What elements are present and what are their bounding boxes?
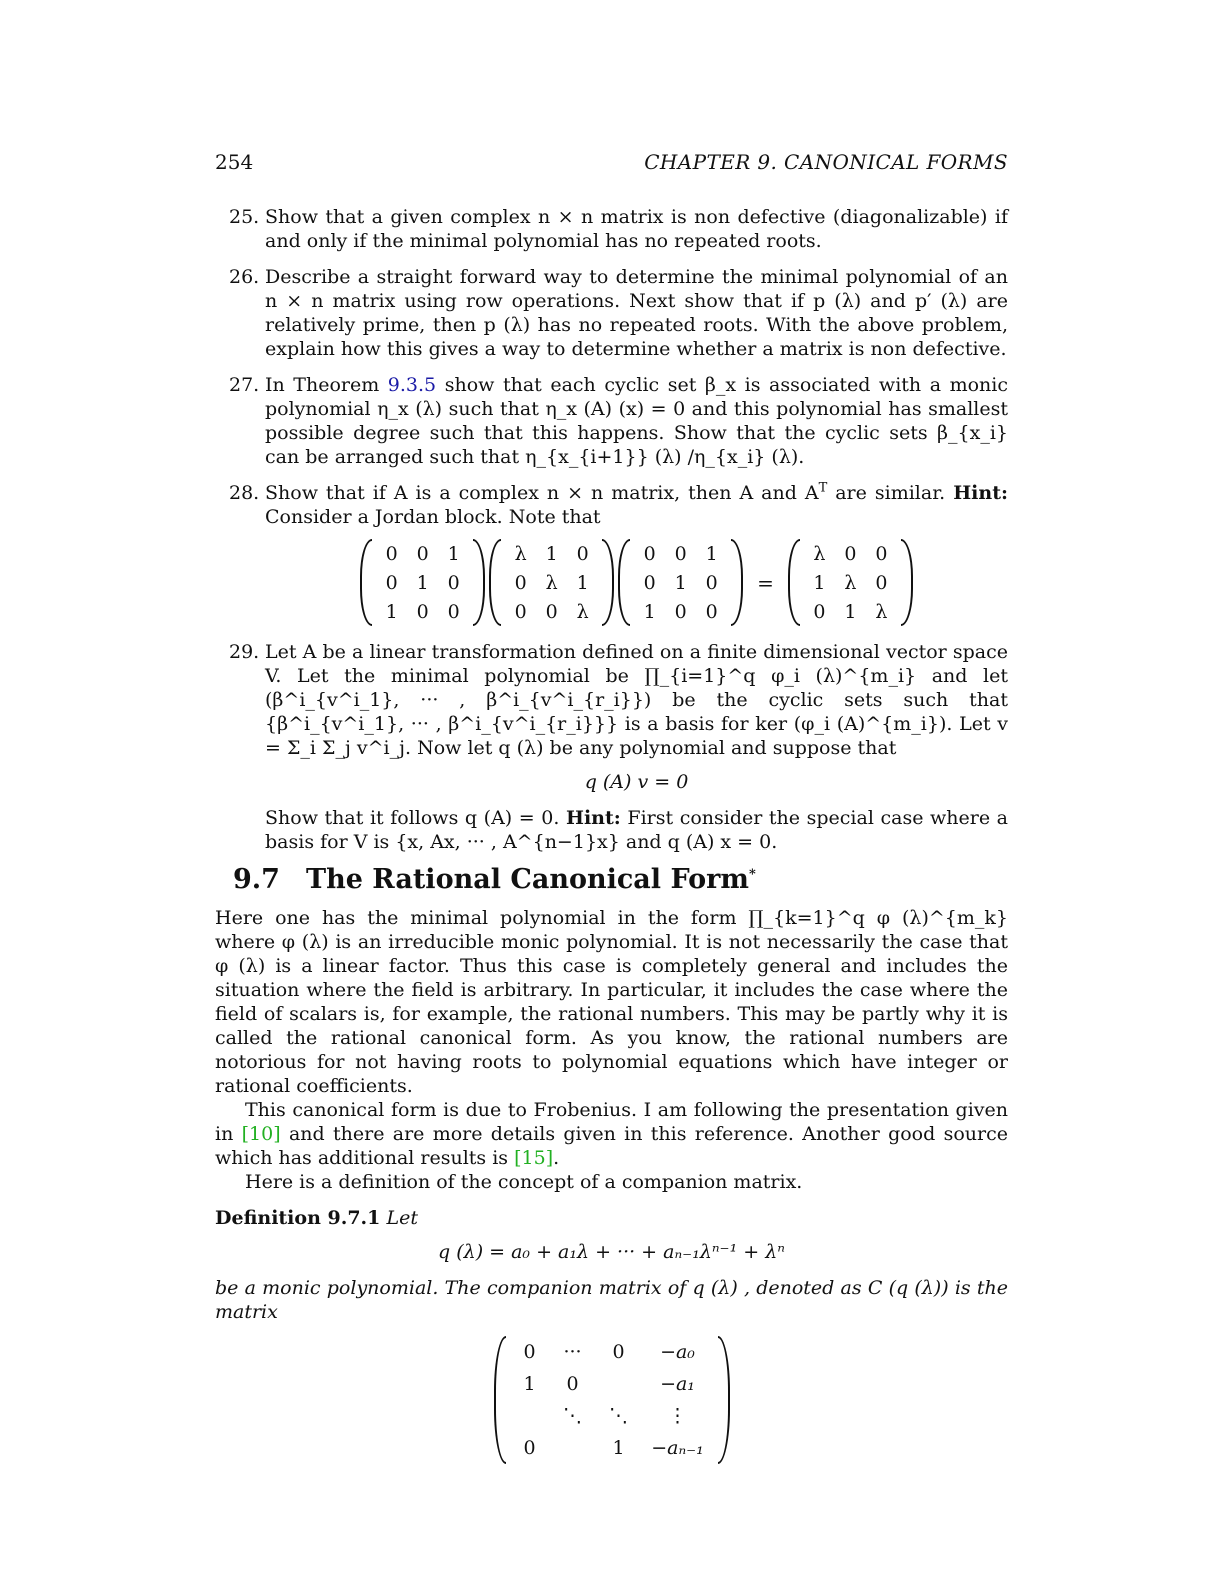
text-fragment: First consider the special case where a basis for V is {x, Ax, ··· , A^{n−1}x} and q (A) x = 0. bbox=[265, 807, 1009, 853]
companion-matrix bbox=[215, 1336, 1008, 1464]
running-header bbox=[215, 150, 1008, 174]
page-body bbox=[215, 205, 1008, 1464]
exercise-number: 28. bbox=[229, 482, 260, 504]
exercise-number: 26. bbox=[229, 266, 260, 288]
companion-grid bbox=[506, 1336, 718, 1464]
exercise-number: 27. bbox=[229, 374, 260, 396]
matrix-cell: λ bbox=[514, 542, 527, 565]
matrix-cell: 1 bbox=[612, 1437, 625, 1459]
definition-label: Definition 9.7.1 bbox=[215, 1207, 381, 1229]
exercise-28 bbox=[215, 481, 1008, 626]
definition-lead-text: Let bbox=[386, 1207, 418, 1229]
text-fragment: Show that it follows q (A) = 0. bbox=[265, 807, 560, 829]
page-number: 254 bbox=[215, 150, 254, 174]
definition-text: be a monic polynomial. The companion matrix of q (λ) , denoted as C (q (λ)) is the matrix bbox=[215, 1277, 1008, 1323]
matrix-2 bbox=[489, 539, 614, 626]
matrix-cell: −a₁ bbox=[660, 1373, 695, 1395]
text-fragment: show that each cyclic set β_x is associated with a monic polynomial η_x (λ) such that η_x (A) (x) = 0 and this polynomial has smallest possible degree such that this happens. Show that the cyclic sets β_{x_i} can be arranged such that η_{x_{i+1}} (λ) /η_{x_i} (λ). bbox=[265, 374, 1008, 468]
matrix-cell: 0 bbox=[523, 1437, 536, 1459]
matrix-cell: λ bbox=[844, 571, 857, 594]
matrix-cell: 0 bbox=[447, 600, 460, 623]
left-paren bbox=[494, 1336, 506, 1464]
exercise-number: 29. bbox=[229, 641, 260, 663]
matrix-cell: 0 bbox=[612, 1341, 625, 1363]
matrix-cell: 0 bbox=[875, 571, 888, 594]
exercise-text: Let A be a linear transformation defined on a finite dimensional vector space V. Let the minimal polynomial be ∏_{i=1}^q φ_i (λ)^{m_i} and let (β^i_{v^i_1}, ··· , β^i_{v^i_{r_i}}) be the cyclic sets such that {β^i_{v^i_1}, ··· , β^i_{v^i_{r_i}}} is a basis for ker (φ_i (A)^{m_i}). Let v = Σ_i Σ_j v^i_j. Now let q (λ) be any polynomial and suppose that bbox=[265, 641, 1008, 759]
matrix-cell: 1 bbox=[545, 542, 558, 565]
exercise-29 bbox=[215, 640, 1008, 854]
matrix-cell: 1 bbox=[576, 571, 589, 594]
matrix-cell: 0 bbox=[674, 600, 687, 623]
matrix-equation bbox=[265, 539, 1008, 626]
definition-block bbox=[215, 1206, 1008, 1464]
matrix-cell: 0 bbox=[416, 542, 429, 565]
paragraph-companion: Here is a definition of the concept of a companion matrix. bbox=[245, 1171, 803, 1193]
left-paren bbox=[788, 539, 800, 626]
matrix-cell: ⋱ bbox=[609, 1405, 628, 1427]
equals-sign: = bbox=[757, 570, 774, 595]
text-fragment: This canonical form is due to Frobenius. I am following the presentation given in bbox=[215, 1099, 1008, 1145]
matrix-cell: 0 bbox=[385, 571, 398, 594]
matrix-cell: 0 bbox=[514, 600, 527, 623]
matrix-cell: 0 bbox=[416, 600, 429, 623]
matrix-cell: ⋱ bbox=[563, 1405, 582, 1427]
matrix-cell: 1 bbox=[643, 600, 656, 623]
right-paren bbox=[602, 539, 614, 626]
matrix-cell: 0 bbox=[514, 571, 527, 594]
matrix-cell: 1 bbox=[385, 600, 398, 623]
hint-label: Hint: bbox=[566, 807, 621, 829]
text-fragment: Show that if A is a complex n × n matrix, then A and A bbox=[265, 482, 819, 504]
exercise-text: Show that a given complex n × n matrix is non defective (diagonalizable) if and only if the minimal polynomial has no repeated roots. bbox=[265, 206, 1008, 252]
matrix-cell: λ bbox=[813, 542, 826, 565]
matrix-3 bbox=[618, 539, 743, 626]
exercise-number: 25. bbox=[229, 206, 260, 228]
matrix-grid bbox=[630, 539, 731, 626]
text-fragment: In Theorem bbox=[265, 374, 380, 396]
matrix-cell: 1 bbox=[447, 542, 460, 565]
matrix-grid bbox=[501, 539, 602, 626]
matrix-cell: ··· bbox=[563, 1341, 582, 1363]
matrix-4 bbox=[788, 539, 913, 626]
citation-link-15[interactable]: [15] bbox=[514, 1147, 554, 1169]
exercise-text bbox=[265, 373, 1008, 469]
matrix-cell: 0 bbox=[643, 571, 656, 594]
matrix-grid bbox=[800, 539, 901, 626]
transpose-superscript: T bbox=[818, 480, 828, 496]
exercise-text bbox=[265, 481, 1008, 529]
matrix-cell: 0 bbox=[447, 571, 460, 594]
display-equation: q (A) v = 0 bbox=[584, 771, 689, 793]
matrix-cell: 0 bbox=[674, 542, 687, 565]
matrix-cell: λ bbox=[576, 600, 589, 623]
polynomial-display: q (λ) = a₀ + a₁λ + ··· + aₙ₋₁λⁿ⁻¹ + λⁿ bbox=[438, 1241, 785, 1263]
exercise-text: Describe a straight forward way to determine the minimal polynomial of an n × n matrix using row operations. Next show that if p (λ) and p′ (λ) are relatively prime, then p (λ) has no repeated roots. With the above problem, explain how this gives a way to determine whether a matrix is non defective. bbox=[265, 266, 1008, 360]
matrix-cell: 0 bbox=[385, 542, 398, 565]
matrix-cell: 1 bbox=[674, 571, 687, 594]
matrix-cell: 0 bbox=[844, 542, 857, 565]
text-fragment: Consider a Jordan block. Note that bbox=[265, 506, 601, 528]
left-paren bbox=[489, 539, 501, 626]
matrix-cell: λ bbox=[545, 571, 558, 594]
section-star: * bbox=[748, 867, 756, 882]
text-fragment: are similar. bbox=[835, 482, 946, 504]
matrix-cell: −a₀ bbox=[660, 1341, 695, 1363]
citation-link-10[interactable]: [10] bbox=[241, 1123, 281, 1145]
matrix-1 bbox=[360, 539, 485, 626]
definition-lead bbox=[215, 1206, 1008, 1230]
matrix-cell: 0 bbox=[813, 600, 826, 623]
exercise-27 bbox=[215, 373, 1008, 469]
right-paren bbox=[731, 539, 743, 626]
matrix-cell: 1 bbox=[813, 571, 826, 594]
section-number: 9.7 bbox=[233, 864, 280, 895]
exercise-25 bbox=[215, 205, 1008, 253]
right-paren bbox=[473, 539, 485, 626]
matrix-cell: 1 bbox=[523, 1373, 536, 1395]
exercise-text-continued bbox=[265, 806, 1008, 854]
section-title: The Rational Canonical Form bbox=[305, 864, 749, 895]
hint-label: Hint: bbox=[953, 482, 1008, 504]
theorem-reference-link[interactable]: 9.3.5 bbox=[387, 374, 437, 396]
matrix-cell: 0 bbox=[523, 1341, 536, 1363]
matrix-cell: 0 bbox=[875, 542, 888, 565]
text-fragment: . bbox=[553, 1147, 560, 1169]
matrix-cell: 0 bbox=[545, 600, 558, 623]
chapter-title: CHAPTER 9. CANONICAL FORMS bbox=[644, 150, 1008, 174]
matrix-cell: 0 bbox=[705, 600, 718, 623]
matrix-cell: λ bbox=[875, 600, 888, 623]
matrix-cell: 0 bbox=[576, 542, 589, 565]
text-fragment: and there are more details given in this reference. Another good source which has additional results is bbox=[215, 1123, 1008, 1169]
paragraph-intro: Here one has the minimal polynomial in the form ∏_{k=1}^q φ (λ)^{m_k} where φ (λ) is an irreducible monic polynomial. It is not necessarily the case that φ (λ) is a linear factor. Thus this case is completely general and includes the situation where the field is arbitrary. In particular, it includes the case where the field of scalars is, for example, the rational numbers. This may be partly why it is called the rational canonical form. As you know, the rational numbers are notorious for not having roots to polynomial equations which have integer or rational coefficients. bbox=[215, 907, 1008, 1097]
right-paren bbox=[901, 539, 913, 626]
exercise-26 bbox=[215, 265, 1008, 361]
matrix-cell: −aₙ₋₁ bbox=[651, 1437, 704, 1459]
section-heading bbox=[233, 864, 1008, 895]
matrix-cell: 0 bbox=[643, 542, 656, 565]
paragraph-frobenius bbox=[215, 1098, 1008, 1170]
matrix-cell: 0 bbox=[566, 1373, 579, 1395]
matrix-cell: 1 bbox=[705, 542, 718, 565]
companion-matrix-wrapper bbox=[494, 1336, 730, 1464]
matrix-cell: ⋮ bbox=[668, 1405, 687, 1427]
left-paren bbox=[360, 539, 372, 626]
matrix-cell: 0 bbox=[705, 571, 718, 594]
matrix-grid bbox=[372, 539, 473, 626]
left-paren bbox=[618, 539, 630, 626]
right-paren bbox=[718, 1336, 730, 1464]
matrix-cell: 1 bbox=[416, 571, 429, 594]
matrix-cell: 1 bbox=[844, 600, 857, 623]
